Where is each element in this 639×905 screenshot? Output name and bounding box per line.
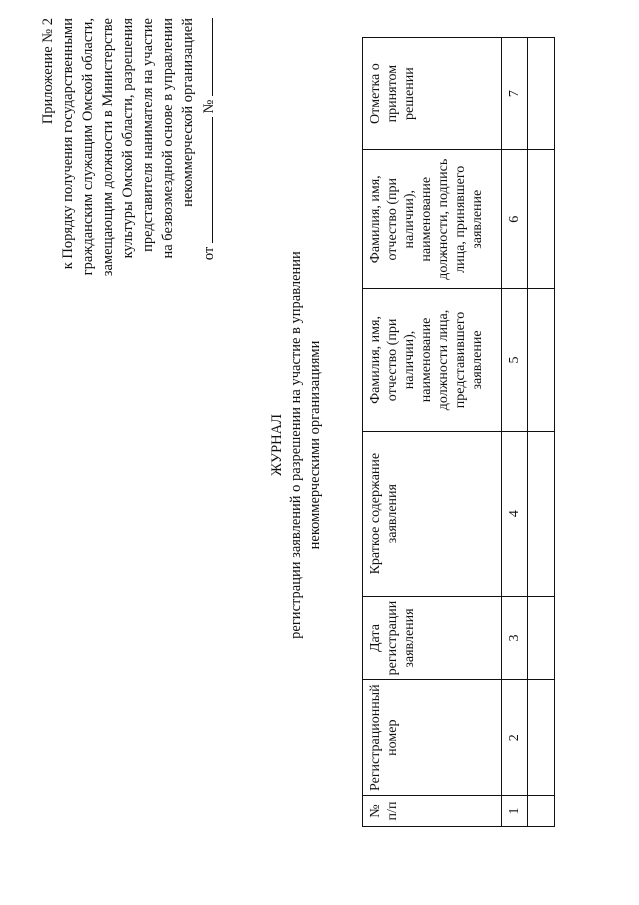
number-label: № xyxy=(201,99,217,114)
column-header: Краткое содержание заявления xyxy=(363,431,502,596)
table-cell xyxy=(528,431,555,596)
column-number: 4 xyxy=(502,431,528,596)
appendix-line: некоммерческой организацией xyxy=(180,18,196,207)
journal-title: ЖУРНАЛ xyxy=(269,414,285,476)
appendix-line: на безвозмездной основе в управлении xyxy=(160,18,176,259)
table-header-row xyxy=(363,38,502,827)
column-header: Регистрационный номер xyxy=(363,680,502,796)
appendix-line: гражданским служащим Омской области, xyxy=(80,18,96,276)
column-number: 7 xyxy=(502,38,528,150)
column-header: Фамилия, имя, отчество (при наличии), наименование должности, подпись лица, принявшего заявление xyxy=(363,150,502,289)
column-number: 6 xyxy=(502,150,528,289)
table-cell xyxy=(528,289,555,431)
column-number: 2 xyxy=(502,680,528,796)
appendix-date-line xyxy=(198,18,219,448)
registration-table xyxy=(362,37,555,827)
appendix-line: представителя нанимателя на участие xyxy=(140,18,156,252)
column-number: 1 xyxy=(502,796,528,827)
table-cell xyxy=(528,38,555,150)
appendix-block xyxy=(38,18,219,448)
number-blank xyxy=(198,18,213,96)
appendix-line: к Порядку получения государственными xyxy=(60,18,76,270)
journal-heading xyxy=(268,145,325,745)
table-row xyxy=(528,38,555,827)
appendix-number: Приложение № 2 xyxy=(40,18,56,125)
appendix-line: культуры Омской области, разрешения xyxy=(120,18,136,259)
journal-subtitle: регистрации заявлений о разрешении на участие в управлении xyxy=(288,251,304,639)
table-cell xyxy=(528,680,555,796)
column-header: Фамилия, имя, отчество (при наличии), наименование должности лица, представившего заявление xyxy=(363,289,502,431)
from-label: от xyxy=(201,246,217,261)
journal-subtitle: некоммерческими организациями xyxy=(307,340,323,550)
table-row xyxy=(502,38,528,827)
column-number: 3 xyxy=(502,596,528,680)
appendix-line: замещающим должности в Министерстве xyxy=(100,18,116,277)
column-header: № п/п xyxy=(363,796,502,827)
column-number: 5 xyxy=(502,289,528,431)
date-blank xyxy=(198,117,213,243)
table-cell xyxy=(528,150,555,289)
column-header: Отметка о принятом решении xyxy=(363,38,502,150)
table-cell xyxy=(528,796,555,827)
column-header: Дата регистрации заявления xyxy=(363,596,502,680)
table-cell xyxy=(528,596,555,680)
